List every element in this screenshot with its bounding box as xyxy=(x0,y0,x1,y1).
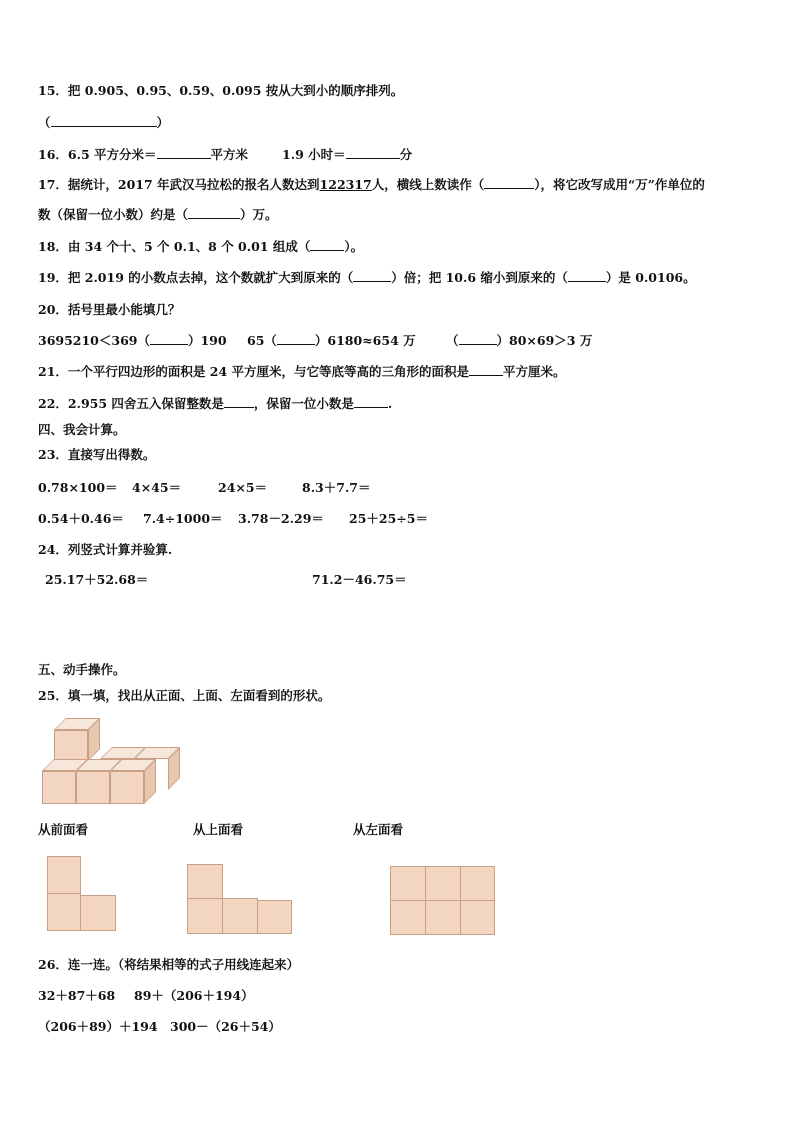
q20-e3b: ）80×69＞3 万 xyxy=(496,333,593,348)
q17-number: 122317 xyxy=(319,177,372,192)
q19-line xyxy=(38,270,696,286)
q26-title: 26．连一连。（将结果相等的式子用线连起来） xyxy=(38,957,300,972)
q20-blank-2[interactable] xyxy=(277,333,315,345)
q17-line1a: 17．据统计，2017 年武汉马拉松的报名人数达到 xyxy=(38,177,320,192)
q15-open: （ xyxy=(38,115,51,130)
q24-title: 24．列竖式计算并验算. xyxy=(38,542,173,557)
q21-blank[interactable] xyxy=(469,364,503,376)
q20-e1 xyxy=(38,333,227,349)
q20-e3a: （ xyxy=(446,333,459,348)
q26-r2c1: （206＋89）＋194 xyxy=(38,1019,158,1034)
q17-line2 xyxy=(38,207,278,223)
q20-e3 xyxy=(446,333,592,349)
q26-r1c1: 32＋87＋68 xyxy=(38,988,116,1003)
q16-blank-a[interactable] xyxy=(157,147,211,159)
q17-line1c: ），将它改写成用“万”作单位的 xyxy=(534,177,705,192)
q19-a: 19．把 2.019 的小数点去掉，这个数就扩大到原来的（ xyxy=(38,270,354,285)
q17-line1b: 人，横线上数读作（ xyxy=(371,177,485,192)
q15-blank[interactable] xyxy=(51,115,157,127)
view-top-label: 从上面看 xyxy=(193,822,244,837)
front-view-shape xyxy=(47,856,119,932)
q21-b: 平方厘米。 xyxy=(503,364,566,379)
q20-e2a: 65（ xyxy=(247,333,277,348)
cube-figure xyxy=(42,718,172,808)
q22-b: ，保留一位小数是 xyxy=(253,396,354,411)
q20-e1a: 3695210＜369（ xyxy=(38,333,150,348)
section-4-heading: 四、我会计算。 xyxy=(38,422,126,437)
q19-c: ）是 0.0106。 xyxy=(605,270,696,285)
q17-line2b: ）万。 xyxy=(240,207,278,222)
q24-e2: 71.2－46.75＝ xyxy=(312,572,407,587)
q26-r1c2: 89＋（206＋194） xyxy=(134,988,254,1003)
q22-c: . xyxy=(387,396,393,411)
q16-b-unit: 分 xyxy=(399,147,413,162)
q26-r2c2: 300－（26＋54） xyxy=(170,1019,281,1034)
q18-line xyxy=(38,239,363,255)
q19-blank-1[interactable] xyxy=(353,270,391,282)
q19-b: ）倍；把 10.6 缩小到原来的（ xyxy=(391,270,568,285)
q17-blank-1[interactable] xyxy=(484,177,534,189)
q22-blank-2[interactable] xyxy=(354,396,388,408)
q24-e1: 25.17＋52.68＝ xyxy=(45,572,149,587)
q20-title: 20．括号里最小能填几？ xyxy=(38,302,181,317)
q17-blank-2[interactable] xyxy=(188,207,240,219)
q20-blank-1[interactable] xyxy=(150,333,188,345)
left-view-shape xyxy=(390,866,496,936)
q22-blank-1[interactable] xyxy=(224,396,254,408)
q23-r1c1: 0.78×100＝ xyxy=(38,480,118,495)
q23-title: 23．直接写出得数。 xyxy=(38,447,156,462)
q15-answer xyxy=(38,115,169,131)
q23-r1c4: 8.3＋7.7＝ xyxy=(302,480,371,495)
q18-a: 18．由 34 个十、5 个 0.1、8 个 0.01 组成（ xyxy=(38,239,311,254)
q16-b: 1.9 小时＝ xyxy=(282,147,346,162)
q16-a: 16．6.5 平方分米＝ xyxy=(38,147,157,162)
q17-line1 xyxy=(38,177,705,193)
top-view-shape xyxy=(187,864,295,936)
q23-r1c3: 24×5＝ xyxy=(218,480,268,495)
q15-text: 15．把 0.905、0.95、0.59、0.095 按从大到小的顺序排列。 xyxy=(38,83,404,98)
q21-line xyxy=(38,364,566,380)
q23-r2c2: 7.4÷1000＝ xyxy=(143,511,223,526)
section-5-heading: 五、动手操作。 xyxy=(38,662,126,677)
q22-a: 22．2.955 四舍五入保留整数是 xyxy=(38,396,224,411)
q23-r1c2: 4×45＝ xyxy=(132,480,182,495)
q15-close: ） xyxy=(156,115,170,130)
q22-line xyxy=(38,396,392,412)
q20-e1b: ）190 xyxy=(187,333,227,348)
view-front-label: 从前面看 xyxy=(38,822,89,837)
q17-line2a: 数（保留一位小数）约是（ xyxy=(38,207,189,222)
q23-r2c3: 3.78－2.29＝ xyxy=(238,511,324,526)
q16-line xyxy=(38,147,412,163)
q18-blank[interactable] xyxy=(310,239,344,251)
q20-blank-3[interactable] xyxy=(459,333,497,345)
q25-title: 25．填一填，找出从正面、上面、左面看到的形状。 xyxy=(38,688,331,703)
q20-e2b: ）6180≈654 万 xyxy=(314,333,416,348)
q16-a-unit: 平方米 xyxy=(210,147,249,162)
q18-b: ）。 xyxy=(344,239,364,254)
view-left-label: 从左面看 xyxy=(353,822,404,837)
q23-r2c1: 0.54＋0.46＝ xyxy=(38,511,124,526)
q23-r2c4: 25＋25÷5＝ xyxy=(349,511,428,526)
q20-e2 xyxy=(247,333,416,349)
q19-blank-2[interactable] xyxy=(568,270,606,282)
q16-blank-b[interactable] xyxy=(346,147,400,159)
q21-a: 21．一个平行四边形的面积是 24 平方厘米，与它等底等高的三角形的面积是 xyxy=(38,364,469,379)
